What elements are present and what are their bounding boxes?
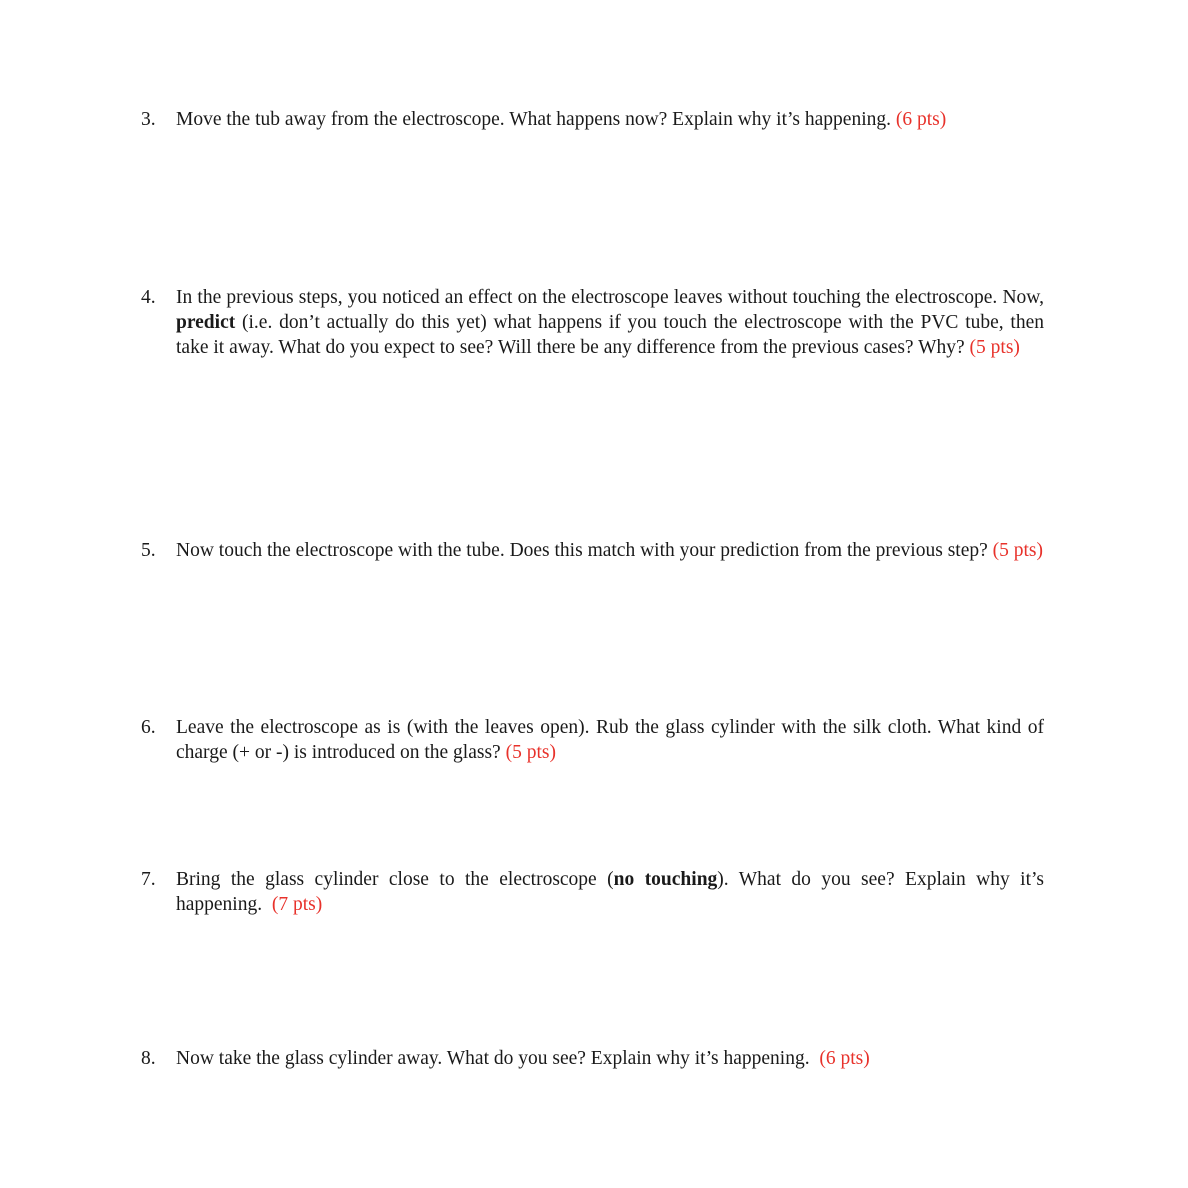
question-text (176, 867, 1044, 917)
points-label: (5 pts) (992, 540, 1044, 561)
emphasis-predict: predict (176, 312, 236, 333)
question-text (176, 715, 1044, 765)
question-prompt-part-1: Bring the glass cylinder close to the electroscope ( (176, 869, 614, 890)
emphasis-no-touching: no touching (613, 869, 718, 890)
question-text (176, 1046, 1044, 1071)
question-number: 7. (141, 869, 156, 890)
question-prompt: Now take the glass cylinder away. What do you see? Explain why it’s happening. (176, 1048, 810, 1069)
question-prompt: Move the tub away from the electroscope. What happens now? Explain why it’s happening. (176, 109, 891, 130)
question-number: 4. (141, 287, 156, 308)
question-6 (141, 715, 1044, 765)
question-4 (141, 285, 1044, 360)
points-label: (5 pts) (969, 337, 1020, 358)
question-8 (141, 1046, 1044, 1071)
question-text (176, 538, 1044, 563)
question-prompt-part-2: (i.e. don’t actually do this yet) what happens if you touch the electroscope with the PVC tube, then take it away. What do you expect to see? Will there be any difference from the previous cases? Why? (176, 312, 1044, 358)
question-5 (141, 538, 1044, 563)
question-prompt: Leave the electroscope as is (with the leaves open). Rub the glass cylinder with the silk cloth. What kind of charge (+ or -) is introduced on the glass? (176, 717, 1044, 763)
points-label: (5 pts) (505, 742, 556, 763)
question-prompt-part-1: In the previous steps, you noticed an effect on the electroscope leaves without touching the electroscope. Now, (176, 287, 1044, 308)
question-7 (141, 867, 1044, 917)
question-number: 8. (141, 1048, 156, 1069)
question-number: 6. (141, 717, 156, 738)
points-label: (7 pts) (271, 894, 323, 915)
points-label: (6 pts) (819, 1048, 870, 1069)
points-label: (6 pts) (895, 109, 947, 130)
question-prompt-part-2: ). What do you see? Explain why it’s happening. (176, 869, 1045, 915)
question-number: 3. (141, 109, 156, 130)
question-text (176, 285, 1044, 360)
question-text (176, 107, 1044, 132)
question-number: 5. (141, 540, 156, 561)
question-prompt: Now touch the electroscope with the tube. Does this match with your prediction from the previous step? (176, 540, 988, 561)
question-3 (141, 107, 1044, 132)
